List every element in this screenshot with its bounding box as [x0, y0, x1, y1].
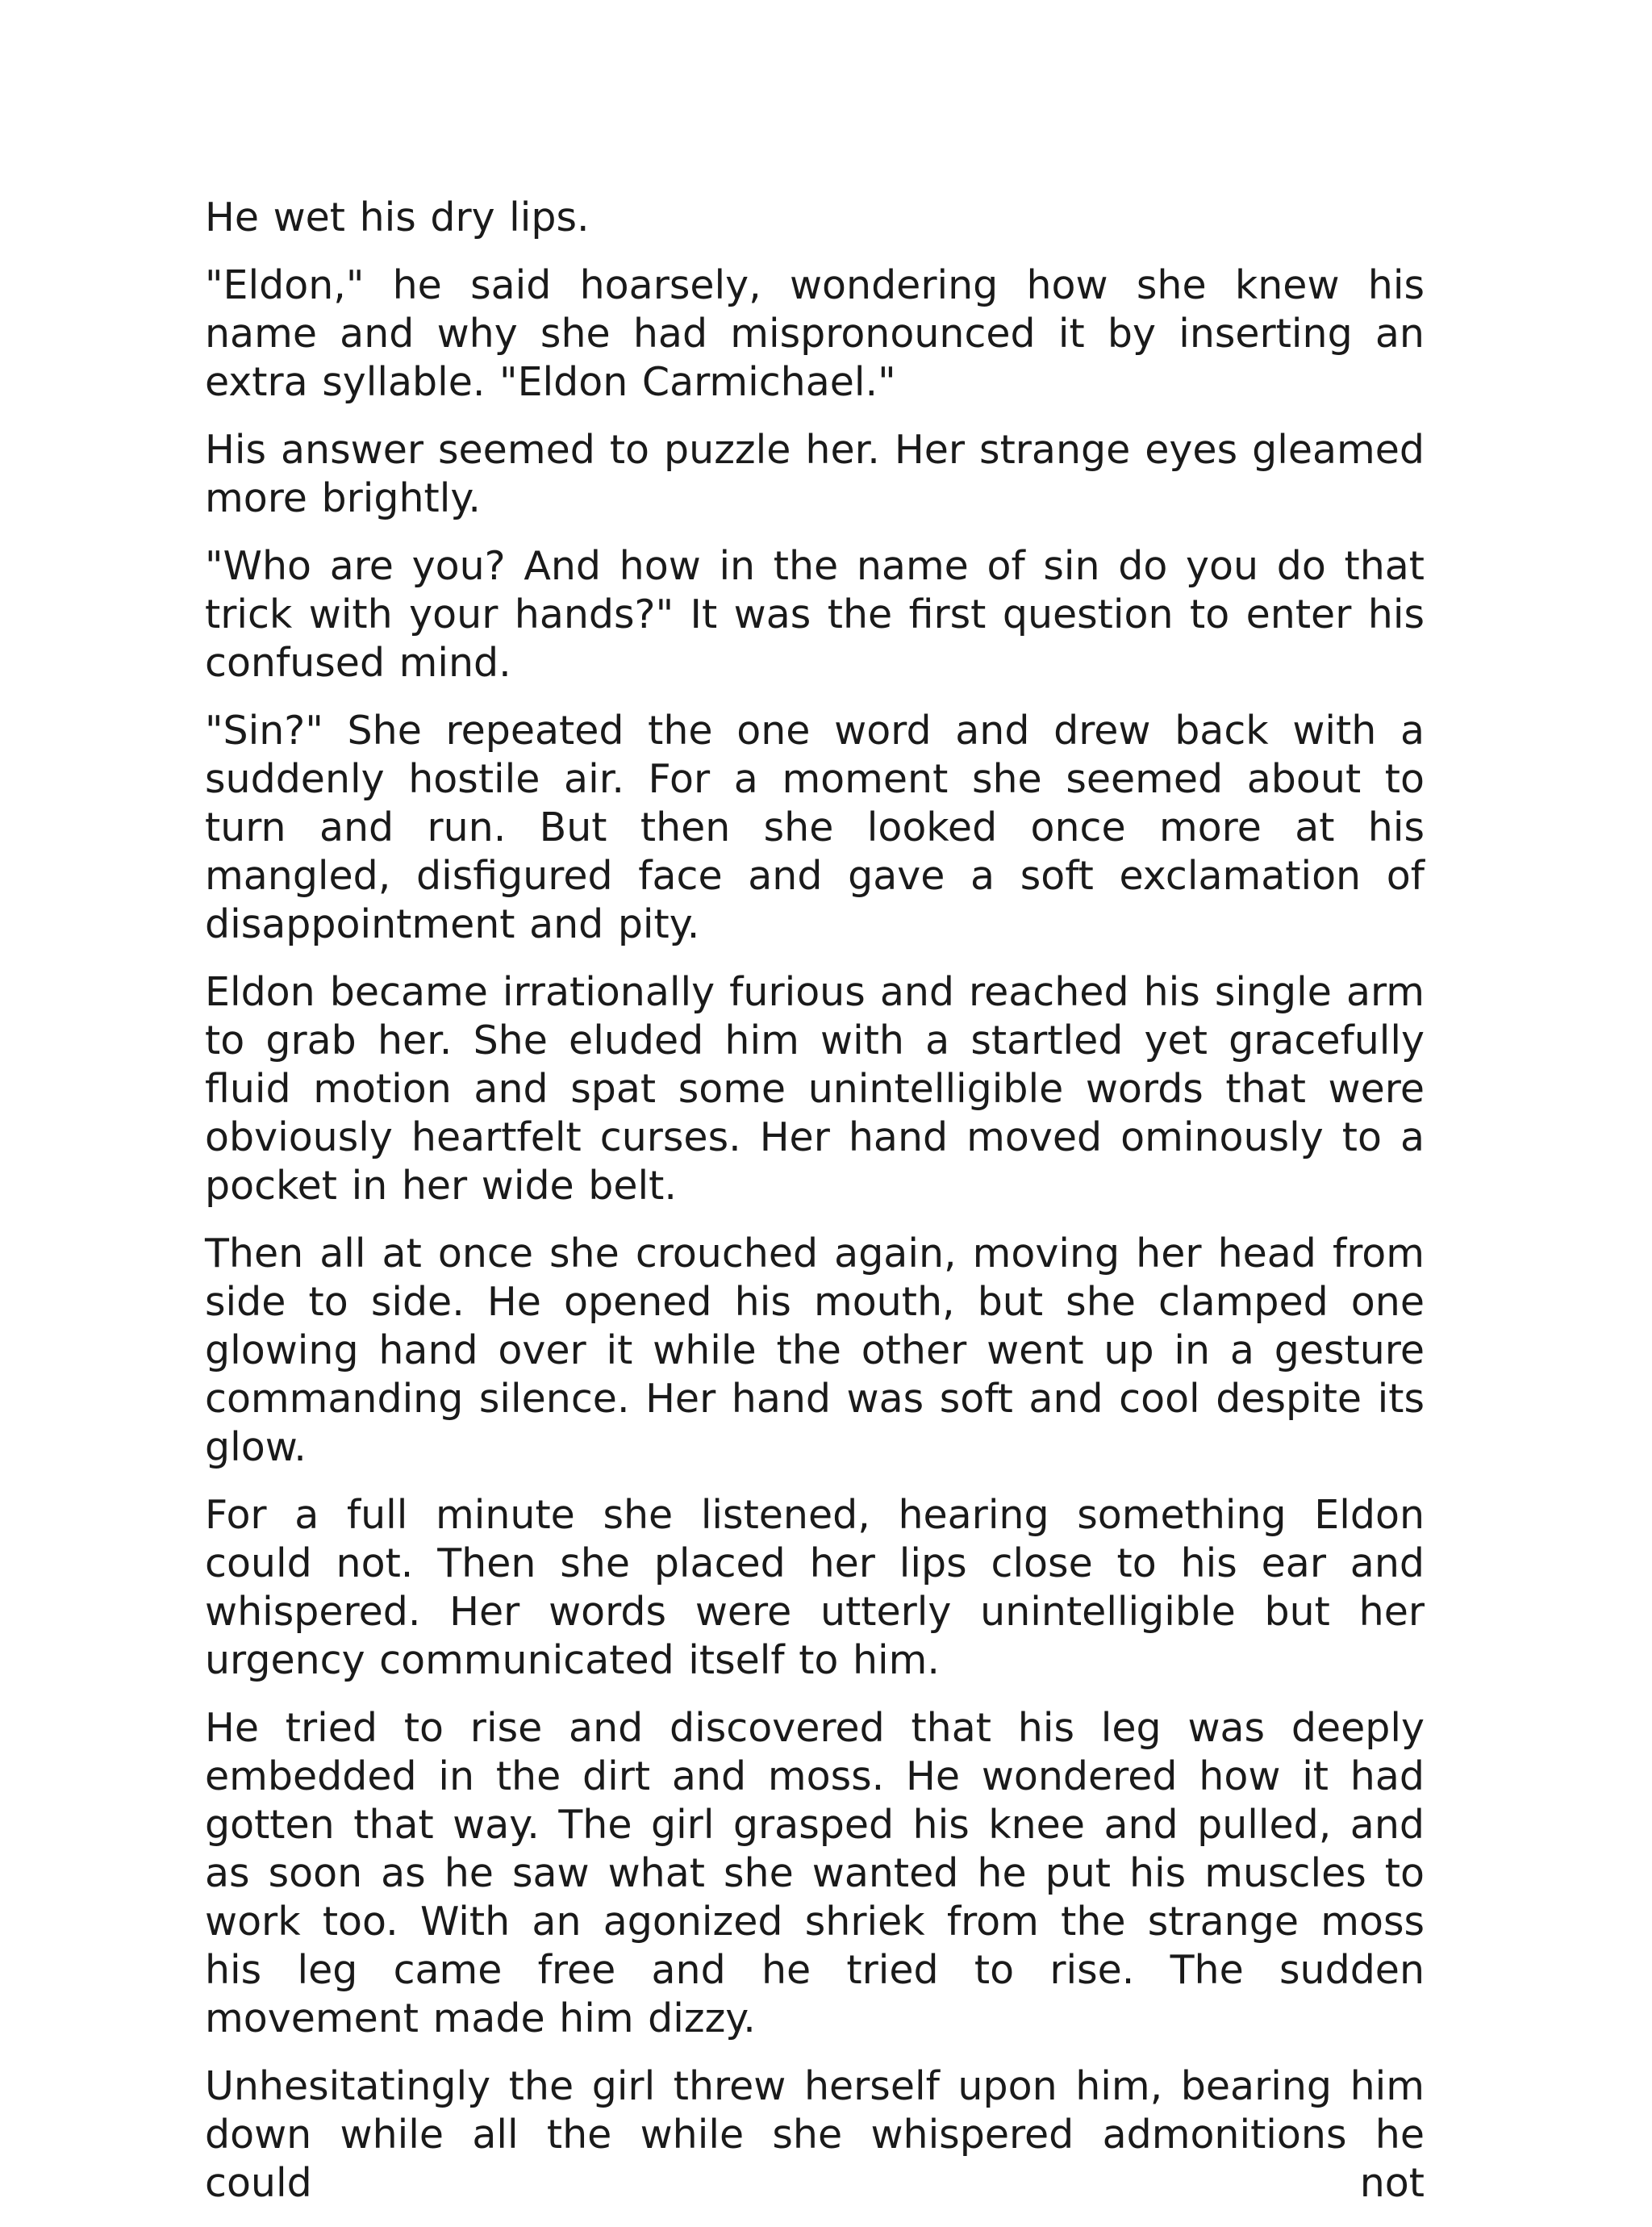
- paragraph: He tried to rise and discovered that his leg was deeply embedded in the dirt and moss. He wondered how it had gotten that way. The girl grasped his knee and pulled, and as soon as he saw what she wanted he put his muscles to work too. With an agonized shriek from the strange moss his leg came free and he tried to rise. The sudden movement made him dizzy.: [205, 1705, 1425, 2041]
- paragraph: Then all at once she crouched again, moving her head from side to side. He opened his mouth, but she clamped one glowing hand over it while the other went up in a gesture commanding silence. Her hand was soft and cool despite its glow.: [205, 1230, 1425, 1470]
- body-text: [205, 194, 1425, 2227]
- paragraph-continued: Unhesitatingly the girl threw herself upon him, bearing him down while all the while she whispered admonitions he could not: [205, 2063, 1425, 2206]
- paragraph: "Sin?" She repeated the one word and drew back with a suddenly hostile air. For a moment she seemed about to turn and run. But then she looked once more at his mangled, disfigured face and gave a soft exclamation of disappointment and pity.: [205, 708, 1425, 947]
- paragraph: For a full minute she listened, hearing something Eldon could not. Then she placed her lips close to his ear and whispered. Her words were utterly unintelligible but her urgency communicated itself to him.: [205, 1492, 1425, 1683]
- paragraph: Eldon became irrationally furious and reached his single arm to grab her. She eluded him with a startled yet gracefully fluid motion and spat some unintelligible words that were obviously heartfelt curses. Her hand moved ominously to a pocket in her wide belt.: [205, 969, 1425, 1209]
- paragraph: "Eldon," he said hoarsely, wondering how she knew his name and why she had mispronounced it by inserting an extra syllable. "Eldon Carmichael.": [205, 262, 1425, 405]
- paragraph: "Who are you? And how in the name of sin do you do that trick with your hands?" It was the first question to enter his confused mind.: [205, 543, 1425, 686]
- paragraph: He wet his dry lips.: [205, 194, 590, 240]
- paragraph: His answer seemed to puzzle her. Her strange eyes gleamed more brightly.: [205, 427, 1425, 521]
